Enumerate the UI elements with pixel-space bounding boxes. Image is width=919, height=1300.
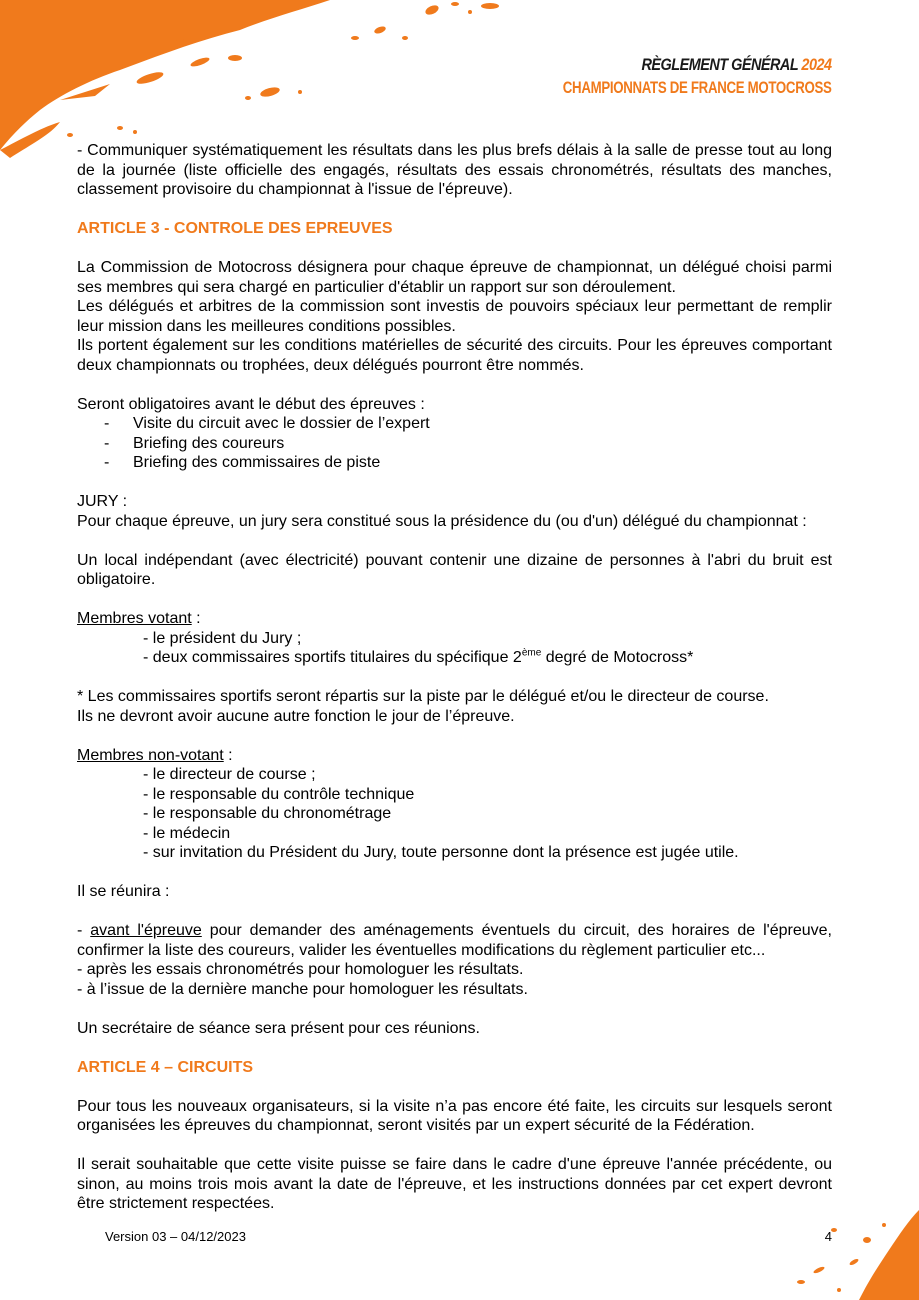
list-item: - le président du Jury ;	[143, 629, 302, 647]
header-year: 2024	[801, 55, 832, 74]
article-4-title: ARTICLE 4 – CIRCUITS	[77, 1058, 254, 1076]
list-item: - Visite du circuit avec le dossier de l’expert	[77, 414, 832, 434]
list-item: - le directeur de course ;	[143, 766, 316, 783]
page-number: 4	[824, 1229, 832, 1244]
meeting-item-3: - à l’issue de la dernière manche pour homologuer les résultats.	[77, 980, 528, 998]
article-3-paragraph-3: Ils portent également sur les conditions matérielles de sécurité des circuits. Pour les épreuves comportant deux championnats ou trophées, deux délégués pourront être nommés.	[77, 337, 832, 374]
before-event-underlined: avant l'épreuve	[90, 922, 202, 939]
list-item: - le responsable du chronométrage	[143, 805, 392, 822]
voting-members-heading: Membres votant :	[77, 610, 201, 627]
note-line-1: * Les commissaires sportifs seront répartis sur la piste par le délégué et/ou le directeur de course.	[77, 688, 769, 705]
meeting-item-1: - avant l'épreuve pour demander des aménagements éventuels du circuit, des horaires de l'épreuve, confirmer la liste des coureurs, valider les éventuelles modifications du règlement particulier etc...	[77, 922, 833, 959]
article-3-title: ARTICLE 3 - CONTROLE DES EPREUVES	[77, 220, 393, 237]
nonvoting-members-heading: Membres non-votant :	[77, 746, 233, 764]
header-subtitle: CHAMPIONNATS DE FRANCE MOTOCROSS	[563, 78, 832, 97]
note-line-2: Ils ne devront avoir aucune autre fonction le jour de l’épreuve.	[77, 707, 515, 725]
version-label: Version 03 – 04/12/2023	[105, 1229, 246, 1244]
article-4-paragraph-1: Pour tous les nouveaux organisateurs, si la visite n’a pas encore été faite, les circuits sur lesquels seront organisées les épreuves du championnat, seront visités par un expert sécurité de la Fédération.	[77, 1097, 832, 1134]
list-item: - Briefing des commissaires de piste	[77, 453, 832, 473]
secretary-text: Un secrétaire de séance sera présent pour ces réunions.	[77, 1019, 480, 1037]
article-3-paragraph-1: La Commission de Motocross désignera pour chaque épreuve de championnat, un délégué choisi parmi ses membres qui sera chargé en particulier d'établir un rapport sur son déroulement.	[77, 259, 832, 296]
header-title-text: RÈGLEMENT GÉNÉRAL	[641, 55, 799, 74]
jury-text: Pour chaque épreuve, un jury sera constitué sous la présidence du (ou d'un) délégué du championnat :	[77, 512, 807, 530]
article-4-paragraph-2: Il serait souhaitable que cette visite puisse se faire dans le cadre d'une épreuve l'année précédente, ou sinon, au moins trois mois avant la date de l'épreuve, et les instructions données par cet expert devront être strictement respectées.	[77, 1156, 832, 1212]
jury-label: JURY :	[77, 493, 128, 510]
obligatory-intro: Seront obligatoires avant le début des épreuves :	[77, 395, 425, 413]
list-item: - deux commissaires sportifs titulaires du spécifique 2ème degré de Motocross*	[143, 647, 694, 666]
meets-label: Il se réunira :	[77, 883, 170, 900]
page-body	[77, 141, 832, 1214]
article-3-paragraph-2: Les délégués et arbitres de la commission sont investis de pouvoirs spéciaux leur permettant de remplir leur mission dans les meilleures conditions possibles.	[77, 298, 832, 335]
list-item: - le médecin	[143, 824, 231, 842]
list-item: - le responsable du contrôle technique	[143, 785, 415, 803]
intro-paragraph: - Communiquer systématiquement les résultats dans les plus brefs délais à la salle de presse tout au long de la journée (liste officielle des engagés, résultats des essais chronométrés, résultats des manches, classement provisoire du championnat à l'issue de l'épreuve).	[77, 142, 832, 198]
local-text: Un local indépendant (avec électricité) pouvant contenir une dizaine de personnes à l'abri du bruit est obligatoire.	[77, 551, 832, 588]
voting-members-list	[77, 629, 832, 668]
nonvoting-members-label: Membres non-votant	[77, 746, 224, 764]
list-item: - sur invitation du Président du Jury, toute personne dont la présence est jugée utile.	[143, 844, 739, 861]
header-title	[539, 55, 832, 75]
voting-members-label: Membres votant	[77, 610, 192, 627]
meeting-item-2: - après les essais chronométrés pour homologuer les résultats.	[77, 961, 524, 978]
obligatory-list	[77, 414, 832, 473]
list-item: - Briefing des coureurs	[77, 434, 832, 454]
document-header	[487, 55, 832, 98]
nonvoting-members-list	[77, 765, 832, 863]
